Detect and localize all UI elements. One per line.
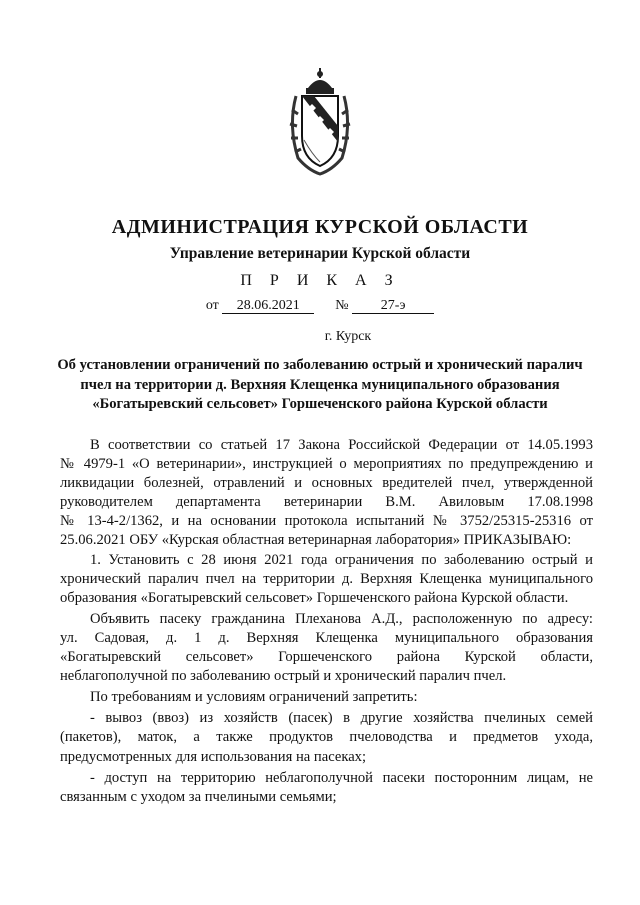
prohibit-1-line: предусмотренных для использования на пасеках; [60,748,367,765]
order-body [60,436,593,807]
document-type: П Р И К А З [240,272,400,289]
number-prefix: № [335,298,349,313]
department-name: Управление ветеринарии Курской области [169,245,471,262]
intro-line: № 4979-1 «О ветеринарии», инструкцией о мероприятиях по предупреждению и [60,456,593,473]
organization-name: АДМИНИСТРАЦИЯ КУРСКОЙ ОБЛАСТИ [111,216,529,238]
item-1-line: 1. Установить с 28 июня 2021 года ограничения по заболеванию острый и [90,551,593,568]
intro-line: В соответствии со статьей 17 Закона Российской Федерации от 14.05.1993 [90,437,593,453]
item-1-line: образования «Богатыревский сельсовет» Горшеченского района Курской области. [60,589,569,606]
prohibit-2-line: связанным с уходом за пчелиными семьями; [60,788,337,805]
order-date: 28.06.2021 [222,298,314,314]
intro-line: руководителем департамента ветеринарии В.М. Авиловым 17.08.1998 [60,494,593,511]
prohibit-1-line: (пакетов), маток, а также продуктов пчеловодства и предметов ухода, [60,729,593,746]
kursk-coat-of-arms-icon [286,66,354,178]
declare-line: неблагополучной по заболеванию острый и хронический паралич пчел. [60,668,507,685]
declare-line: Объявить пасеку гражданина Плеханова А.Д., расположенную по адресу: [90,610,593,627]
city: г. Курск [324,329,372,344]
declare-line: «Богатыревский сельсовет» Горшеченского района Курской области, [60,649,593,666]
prohibit-1-line: - вывоз (ввоз) из хозяйств (пасек) в другие хозяйства пчелиных семей [90,710,593,727]
prohibit-intro: По требованиям и условиям ограничений запретить: [90,689,418,706]
item-1-line: хронический паралич пчел на территории д. Верхняя Клещенка муниципального [60,570,593,587]
date-prefix: от [205,298,219,313]
intro-line: ликвидации болезней, отравлений и основных вредителей пчел, утвержденной [60,475,593,492]
intro-line: № 13-4-2/1362, и на основании протокола испытаний № 3752/25315-25316 от [60,513,593,530]
date-number-line [0,298,640,314]
declare-line: ул. Садовая, д. 1 д. Верхняя Клещенка муниципального образования [60,629,593,646]
prohibit-2-line: - доступ на территорию неблагополучной пасеки посторонним лицам, не [90,769,593,786]
order-title: Об установлении ограничений по заболеванию острый и хронический паралич пчел на территории д. Верхняя Клещенка муниципального образования «Богатыревский сельсовет» Горшеченского района Курской области [57,357,583,413]
order-number: 27-э [352,298,434,314]
intro-line: 25.06.2021 ОБУ «Курская областная ветеринарная лаборатория» ПРИКАЗЫВАЮ: [60,532,572,549]
